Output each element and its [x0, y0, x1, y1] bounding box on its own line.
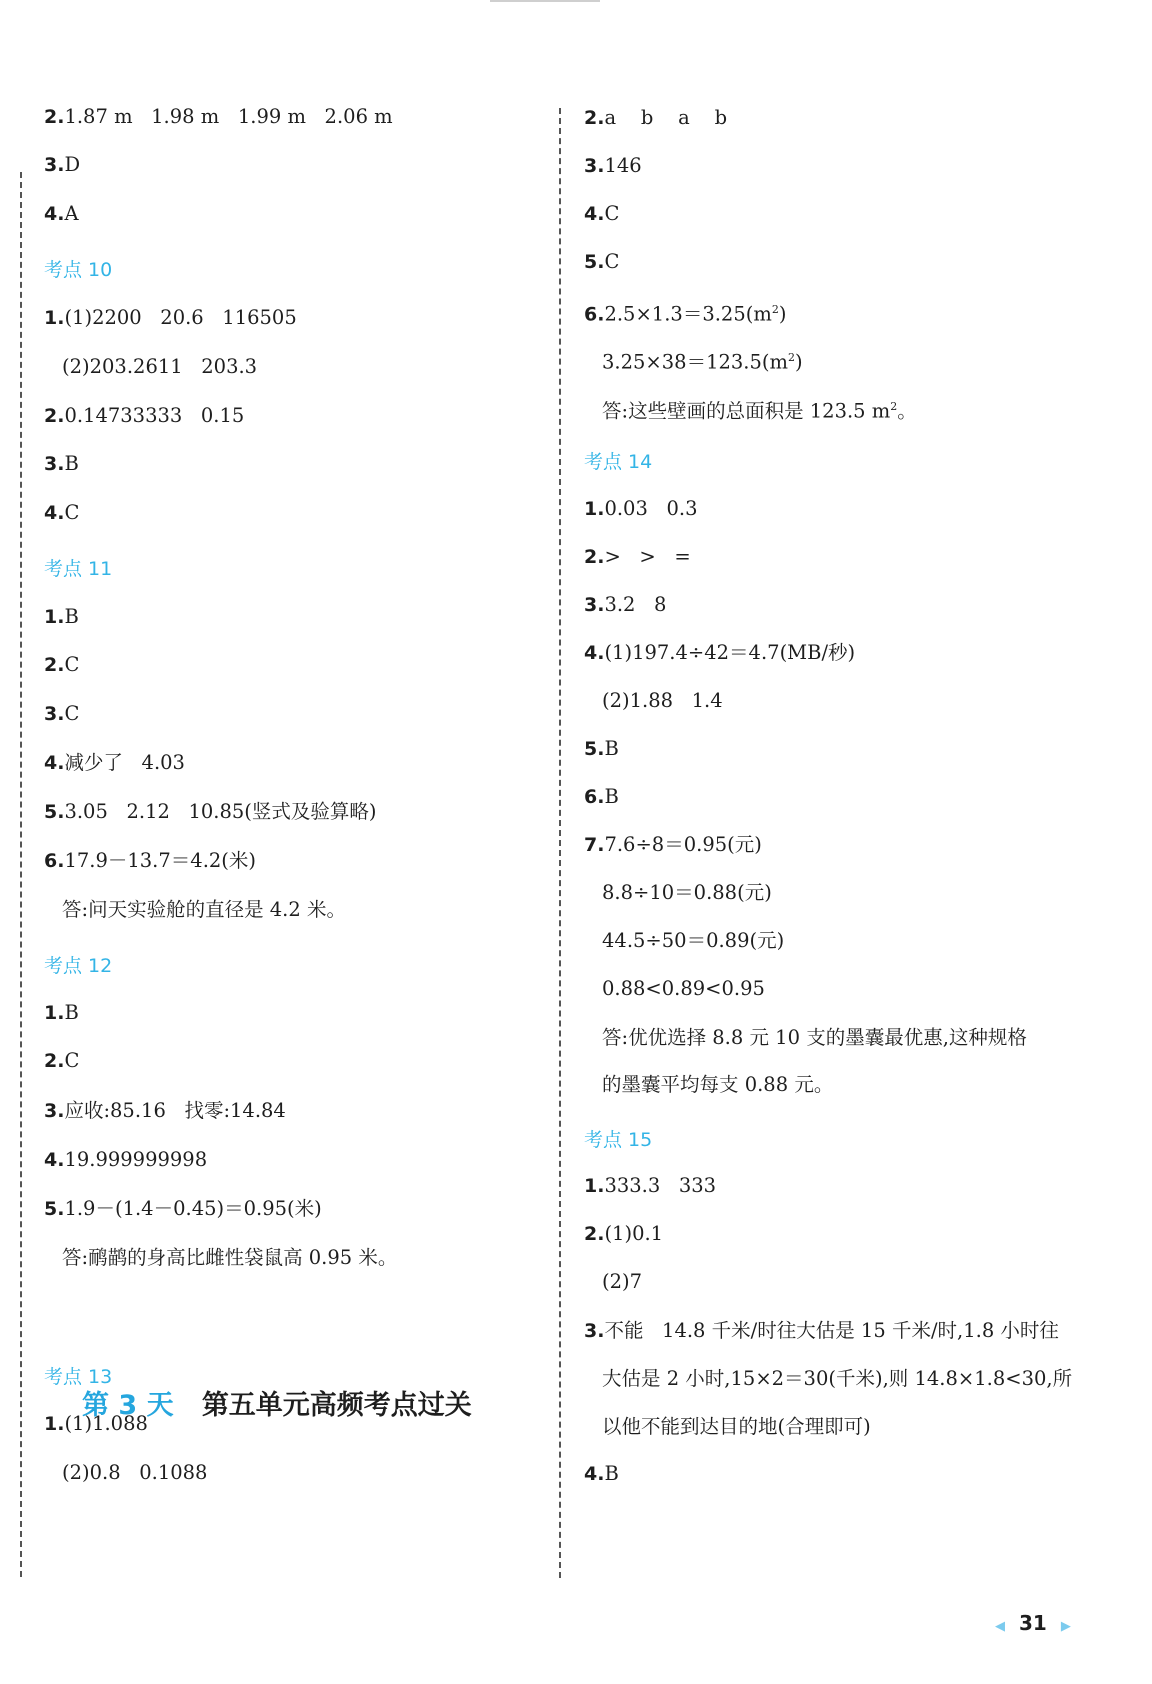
answer-text: 以他不能到达目的地(合理即可) — [602, 1415, 871, 1438]
question-number: 4. — [584, 203, 605, 225]
question-number: 1. — [44, 307, 65, 329]
kaodian-heading: 考点 12 — [44, 955, 113, 977]
answer-line — [44, 501, 79, 525]
answer-line — [44, 1246, 397, 1270]
question-number: 4. — [584, 642, 605, 664]
question-number: 4. — [584, 1463, 605, 1485]
page-footer — [995, 1611, 1071, 1635]
question-number: 3. — [584, 594, 605, 616]
answer-text: 8.8÷10＝0.88(元) — [602, 881, 772, 904]
answer-text: B — [64, 1001, 79, 1024]
kaodian-heading: 考点 10 — [44, 259, 113, 281]
question-number: 1. — [44, 1002, 65, 1024]
answer-line — [44, 653, 79, 677]
answer-line — [44, 355, 257, 379]
answer-line — [44, 1001, 79, 1025]
question-number: 6. — [584, 303, 605, 326]
answer-text: 1.9－(1.4－0.45)＝0.95(米) — [64, 1197, 322, 1220]
answer-text: (2)7 — [602, 1270, 643, 1293]
answer-line — [584, 154, 642, 178]
kaodian-heading: 考点 15 — [584, 1129, 653, 1151]
question-number: 4. — [44, 1149, 65, 1171]
answer-text: 减少了 4.03 — [64, 751, 185, 774]
answer-text: 1.87 m 1.98 m 1.99 m 2.06 m — [64, 105, 393, 128]
question-number: 5. — [584, 738, 605, 760]
answer-line — [44, 1099, 286, 1123]
answer-text: 146 — [604, 154, 642, 177]
unit-title: 第五单元高频考点过关 — [201, 1390, 472, 1421]
answer-text: (2)203.2611 203.3 — [62, 355, 258, 378]
kaodian-heading: 考点 14 — [584, 451, 653, 473]
answer-line — [584, 1270, 642, 1294]
next-page-arrow-icon: ▶ — [1060, 1619, 1071, 1634]
left-margin-dashed-line — [20, 172, 22, 1577]
answer-text: 的墨囊平均每支 0.88 元。 — [602, 1073, 834, 1096]
answer-text: 答:鸸鹋的身高比雌性袋鼠高 0.95 米。 — [62, 1246, 398, 1269]
answer-text: 大估是 2 小时,15×2＝30(千米),则 14.8×1.8<30,所 — [602, 1367, 1073, 1390]
answer-line — [44, 800, 377, 824]
question-number: 5. — [44, 801, 65, 823]
answer-text: B — [604, 785, 619, 808]
question-number: 3. — [584, 1320, 605, 1342]
answer-line — [584, 1222, 663, 1246]
answer-text: 不能 14.8 千米/时往大估是 15 千米/时,1.8 小时往 — [604, 1319, 1059, 1342]
answer-text: 3.2 8 — [604, 593, 667, 616]
answer-text: 17.9－13.7＝4.2(米) — [64, 849, 257, 872]
column-divider-dashed-line — [559, 108, 561, 1578]
kaodian-heading: 考点 13 — [44, 1366, 113, 1388]
answer-text-tail: 。 — [897, 399, 917, 423]
answer-text: 44.5÷50＝0.89(元) — [602, 929, 785, 952]
answer-line — [584, 545, 691, 569]
day-prefix: 第 — [82, 1390, 109, 1421]
answer-line — [584, 298, 786, 327]
question-number: 1. — [44, 606, 65, 628]
answer-line — [44, 898, 346, 922]
answer-text: 19.999999998 — [64, 1148, 208, 1171]
answer-line — [44, 452, 79, 476]
answer-line — [584, 250, 619, 274]
answer-text: 答:问天实验舱的直径是 4.2 米。 — [62, 898, 346, 921]
answer-line — [584, 833, 762, 857]
answer-line — [584, 202, 619, 226]
answer-line — [584, 1026, 1027, 1050]
answer-text-tail: ) — [795, 350, 803, 374]
question-number: 5. — [44, 1198, 65, 1220]
answer-line — [584, 881, 772, 905]
answer-line — [584, 593, 666, 617]
answer-line — [44, 1148, 207, 1172]
question-number: 4. — [44, 752, 65, 774]
question-number: 7. — [584, 834, 605, 856]
answer-line — [584, 395, 917, 424]
answer-text: B — [604, 1462, 619, 1485]
answer-line — [44, 1049, 79, 1073]
answer-text: B — [64, 452, 79, 475]
question-number: 5. — [584, 251, 605, 273]
answer-text: 0.03 0.3 — [604, 497, 698, 520]
answer-line — [584, 689, 723, 713]
answer-line — [584, 1415, 871, 1439]
answer-line — [584, 106, 727, 130]
answer-text: 0.88<0.89<0.95 — [602, 977, 765, 1000]
question-number: 6. — [584, 786, 605, 808]
answer-line — [584, 785, 619, 809]
answer-line — [584, 929, 784, 953]
question-number: 3. — [44, 453, 65, 475]
top-edge-mark — [490, 0, 600, 2]
superscript: 2 — [890, 400, 898, 413]
answer-text-tail: ) — [778, 302, 787, 326]
day-section-title — [82, 1383, 472, 1422]
answer-text: B — [604, 737, 619, 760]
question-number: 4. — [44, 502, 65, 524]
answer-text: D — [64, 153, 81, 176]
answer-line — [44, 1461, 207, 1485]
previous-page-arrow-icon: ◀ — [995, 1619, 1005, 1634]
answer-text: (2)1.88 1.4 — [602, 689, 723, 712]
answer-text: 333.3 333 — [604, 1174, 717, 1197]
answer-line — [44, 605, 79, 629]
answer-text: 7.6÷8＝0.95(元) — [604, 833, 762, 856]
answer-text: 2.5×1.3＝3.25(m — [604, 302, 772, 326]
question-number: 6. — [44, 850, 65, 872]
day-number: 3 — [118, 1390, 138, 1421]
answer-line — [44, 751, 185, 775]
answer-line — [44, 702, 79, 726]
answer-line — [584, 1462, 619, 1486]
answer-text: C — [64, 501, 80, 524]
question-number: 2. — [584, 107, 605, 129]
day-suffix: 天 — [146, 1390, 174, 1421]
answer-text: 3.05 2.12 10.85(竖式及验算略) — [64, 800, 377, 823]
answer-text: 0.14733333 0.15 — [64, 404, 245, 427]
answer-line — [584, 1367, 1072, 1391]
answer-line — [44, 153, 80, 177]
question-number: 1. — [584, 1175, 605, 1197]
question-number: 2. — [584, 1223, 605, 1245]
answer-line — [44, 306, 297, 330]
answer-text: C — [64, 1049, 80, 1072]
question-number: 3. — [584, 155, 605, 177]
answer-text: (1)197.4÷42＝4.7(MB/秒) — [604, 641, 856, 664]
answer-text: 应收:85.16 找零:14.84 — [64, 1099, 286, 1122]
answer-text: (1)2200 20.6 116505 — [64, 306, 297, 329]
answer-line — [44, 404, 244, 428]
answer-text: 答:优优选择 8.8 元 10 支的墨囊最优惠,这种规格 — [602, 1026, 1027, 1049]
answer-line — [44, 1197, 322, 1221]
superscript: 2 — [788, 351, 795, 364]
answer-text: (1)1.088 — [64, 1412, 148, 1435]
answer-line — [584, 346, 803, 375]
answer-text: C — [64, 702, 80, 725]
answer-text: (2)0.8 0.1088 — [62, 1461, 208, 1484]
question-number: 3. — [44, 703, 65, 725]
question-number: 2. — [44, 1050, 65, 1072]
question-number: 2. — [44, 654, 65, 676]
question-number: 3. — [44, 154, 65, 176]
question-number: 2. — [44, 405, 65, 427]
page-number: 31 — [1019, 1611, 1047, 1635]
kaodian-heading: 考点 11 — [44, 558, 113, 580]
answer-line — [584, 1319, 1059, 1343]
answer-text: (1)0.1 — [604, 1222, 664, 1245]
answer-line — [584, 1174, 716, 1198]
answer-text: B — [64, 605, 79, 628]
answer-text: > > = — [604, 545, 691, 568]
answer-line — [44, 849, 256, 873]
answer-text: A — [64, 202, 79, 225]
answer-text: C — [64, 653, 80, 676]
superscript: 2 — [771, 303, 779, 316]
question-number: 1. — [44, 1413, 65, 1435]
question-number: 4. — [44, 203, 65, 225]
question-number: 2. — [44, 106, 65, 128]
question-number: 2. — [584, 546, 605, 568]
answer-text: a b a b — [604, 106, 728, 129]
question-number: 1. — [584, 498, 605, 520]
answer-line — [584, 737, 619, 761]
answer-line — [44, 202, 79, 226]
answer-line — [584, 497, 697, 521]
answer-text: 3.25×38＝123.5(m — [602, 350, 788, 374]
answer-text: C — [604, 202, 620, 225]
answer-line — [584, 1073, 833, 1097]
answer-text: C — [604, 250, 620, 273]
answer-line — [44, 105, 393, 129]
answer-text: 答:这些壁画的总面积是 123.5 m — [602, 399, 891, 423]
answer-line — [584, 977, 765, 1001]
question-number: 3. — [44, 1100, 65, 1122]
answer-line — [584, 641, 855, 665]
